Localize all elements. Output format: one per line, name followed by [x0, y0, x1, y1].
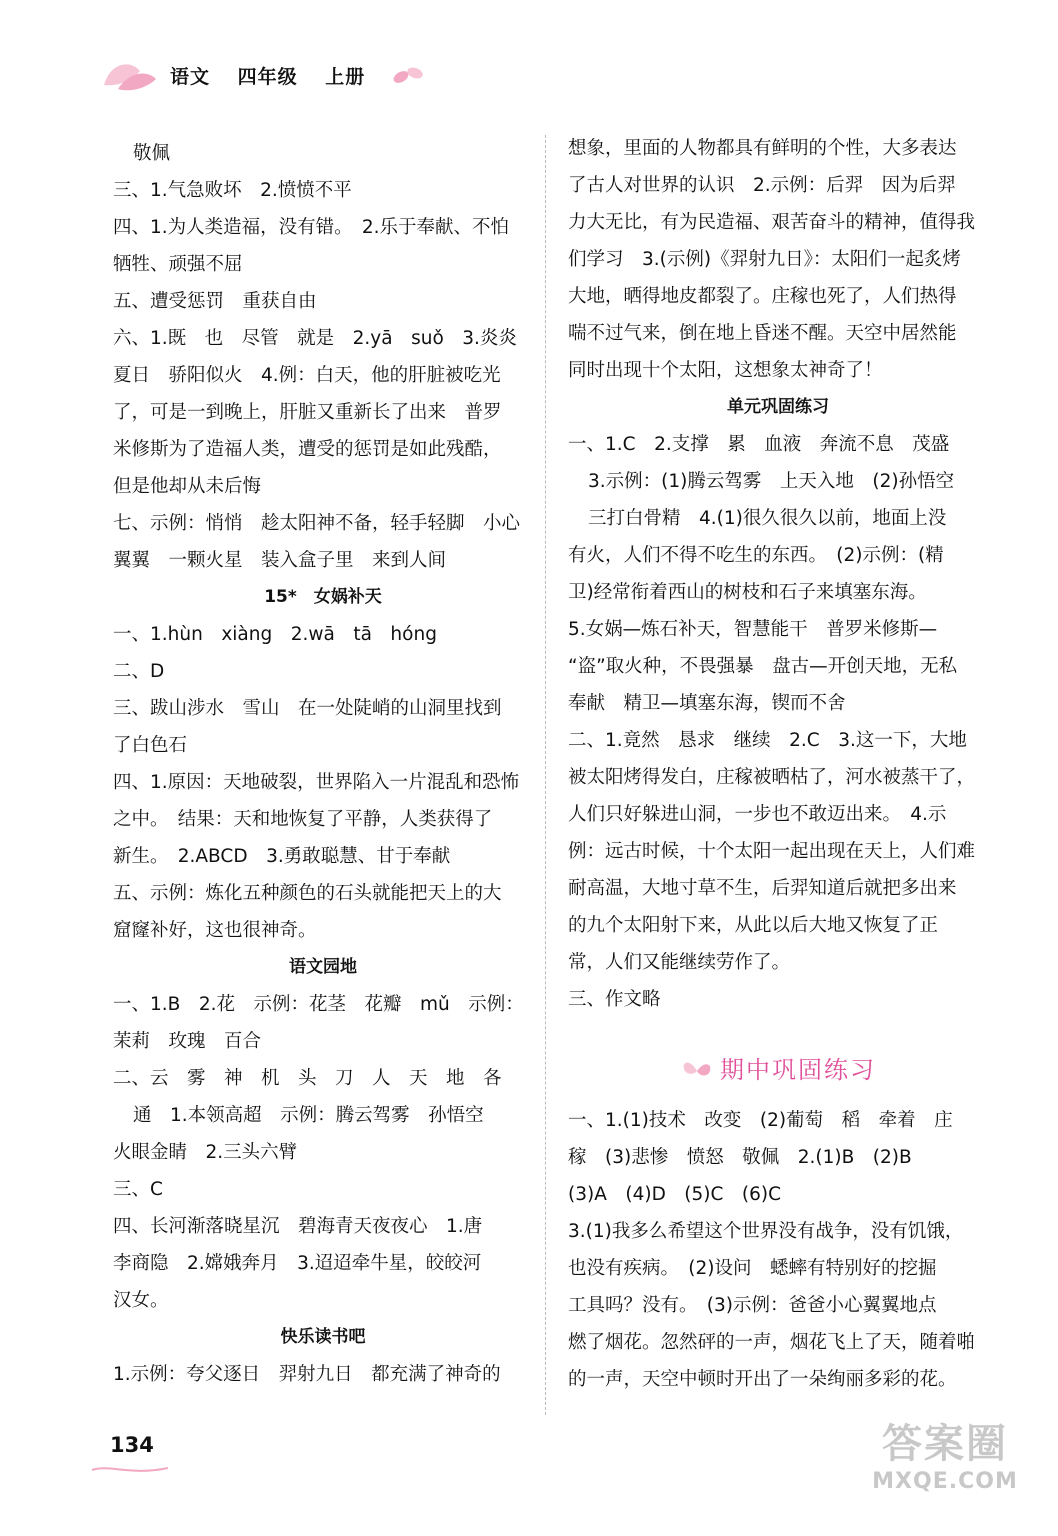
answer-line: 有火，人们不得不吃生的东西。 (2)示例：(精	[568, 545, 944, 566]
answer-line: 也没有疾病。 (2)设问 蟋蟀有特别好的挖掘	[568, 1258, 937, 1279]
answer-line: 奉献 精卫—填塞东海，锲而不舍	[568, 693, 846, 714]
watermark-url: MXQE.COM	[872, 1469, 1018, 1494]
answer-line: 三、1.气急败坏 2.愤愤不平	[113, 180, 352, 201]
answer-line: 之中。 结果：天和地恢复了平静，人类获得了	[113, 809, 493, 830]
answer-line: 1.示例：夸父逐日 羿射九日 都充满了神奇的	[113, 1364, 501, 1385]
answer-line: 力大无比，有为民造福、艰苦奋斗的精神，值得我	[568, 212, 976, 233]
answer-line: 3.示例：(1)腾云驾雾 上天入地 (2)孙悟空	[588, 471, 955, 492]
answer-line: 五、示例：炼化五种颜色的石头就能把天上的大	[113, 883, 502, 904]
answer-line: 一、1.C 2.支撑 累 血液 奔流不息 茂盛	[568, 434, 950, 455]
answer-line: 李商隐 2.嫦娥奔月 3.迢迢牵牛星，皎皎河	[113, 1253, 482, 1274]
column-divider	[545, 135, 546, 1415]
answer-line: 大地，晒得地皮都裂了。庄稼也死了，人们热得	[568, 286, 957, 307]
answer-line: 想象，里面的人物都具有鲜明的个性，大多表达	[568, 138, 957, 159]
answer-line: 三、C	[113, 1179, 163, 1200]
answer-line: 工具吗？没有。 (3)示例：爸爸小心翼翼地点	[568, 1295, 937, 1316]
answer-line: 了，可是一到晚上，肝脏又重新长了出来 普罗	[113, 402, 502, 423]
answer-line: 火眼金睛 2.三头六臂	[113, 1142, 298, 1163]
answer-line: 二、D	[113, 661, 165, 682]
section-heading: 15* 女娲补天	[264, 587, 382, 607]
answer-line: 三打白骨精 4.(1)很久很久以前，地面上没	[588, 508, 947, 529]
answer-line: “盗”取火种，不畏强暴 盘古—开创天地，无私	[568, 656, 958, 677]
answer-line: 窟窿补好，这也很神奇。	[113, 920, 317, 941]
butterfly-icon	[680, 1057, 714, 1083]
answer-line: 喘不过气来，倒在地上昏迷不醒。天空中居然能	[568, 323, 957, 344]
answer-line: 燃了烟花。忽然砰的一声，烟花飞上了天，随着啪	[568, 1332, 976, 1353]
answer-line: 常，人们又能继续劳作了。	[568, 952, 791, 973]
header-volume: 上册	[325, 65, 366, 88]
answer-line: (3)A (4)D (5)C (6)C	[568, 1184, 782, 1205]
right-answers	[568, 130, 988, 1018]
section-heading: 语文园地	[289, 957, 357, 977]
page-header	[100, 55, 429, 95]
page-number: 134	[110, 1433, 154, 1457]
midterm-answers	[568, 1102, 988, 1398]
answer-line: 一、1.hùn xiàng 2.wā tā hóng	[113, 624, 437, 645]
answer-line: 耐高温，大地寸草不生，后羿知道后就把多出来	[568, 878, 957, 899]
answer-line: 二、1.竟然 恳求 继续 2.C 3.这一下，大地	[568, 730, 967, 751]
answer-line: 汉女。	[113, 1290, 169, 1311]
header-subject: 语文	[170, 65, 211, 88]
answer-line: 一、1.B 2.花 示例：花茎 花瓣 mǔ 示例：	[113, 994, 524, 1015]
answer-line: 敬佩	[133, 143, 171, 164]
answer-line: 的九个太阳射下来，从此以后大地又恢复了正	[568, 915, 939, 936]
midterm-section-title	[568, 1042, 988, 1098]
answer-line: 例：远古时候，十个太阳一起出现在天上，人们难	[568, 841, 976, 862]
answer-line: 三、作文略	[568, 989, 661, 1010]
watermark	[860, 1412, 1030, 1522]
header-title	[170, 62, 385, 89]
answer-line: 翼翼 一颗火星 装入盒子里 来到人间	[113, 550, 447, 571]
answer-line: 同时出现十个太阳，这想象太神奇了！	[568, 360, 883, 381]
midterm-title: 期中巩固练习	[720, 1055, 876, 1084]
answer-line: 四、长河渐落晓星沉 碧海青天夜夜心 1.唐	[113, 1216, 483, 1237]
answer-line: 六、1.既 也 尽管 就是 2.yā suǒ 3.炎炎	[113, 328, 517, 349]
answer-line: 茉莉 玫瑰 百合	[113, 1031, 262, 1052]
answer-line: 二、云 雾 神 机 头 刀 人 天 地 各	[113, 1068, 502, 1089]
answer-line: 5.女娲—炼石补天，智慧能干 普罗米修斯—	[568, 619, 938, 640]
answer-line: 卫)经常衔着西山的树枝和石子来填塞东海。	[568, 582, 927, 603]
header-grade: 四年级	[237, 65, 298, 88]
page-number-ornament	[90, 1462, 170, 1476]
section-heading: 快乐读书吧	[280, 1327, 366, 1347]
petal-icon	[100, 55, 160, 95]
answer-line: 通 1.本领高超 示例：腾云驾雾 孙悟空	[133, 1105, 484, 1126]
right-column	[568, 130, 988, 1398]
answer-line: 新生。 2.ABCD 3.勇敢聪慧、甘于奉献	[113, 846, 451, 867]
answer-line: 四、1.原因：天地破裂，世界陷入一片混乱和恐怖	[113, 772, 520, 793]
left-column	[113, 135, 533, 1393]
answer-line: 稼 (3)悲惨 愤怒 敬佩 2.(1)B (2)B	[568, 1147, 912, 1168]
answer-line: 牺牲、顽强不屈	[113, 254, 243, 275]
answer-line: 夏日 骄阳似火 4.例：白天，他的肝脏被吃光	[113, 365, 501, 386]
watermark-logo: 答案圈	[882, 1421, 1008, 1467]
section-heading: 单元巩固练习	[727, 397, 829, 417]
answer-line: 们学习 3.(示例)《羿射九日》：太阳们一起炙烤	[568, 249, 961, 270]
answer-line: 的一声，天空中顿时开出了一朵绚丽多彩的花。	[568, 1369, 957, 1390]
answer-line: 但是他却从未后悔	[113, 476, 262, 497]
answer-line: 人们只好躲进山洞，一步也不敢迈出来。 4.示	[568, 804, 947, 825]
answer-line: 了白色石	[113, 735, 188, 756]
answer-line: 3.(1)我多么希望这个世界没有战争，没有饥饿，	[568, 1221, 964, 1242]
answer-line: 七、示例：悄悄 趁太阳神不备，轻手轻脚 小心	[113, 513, 521, 534]
answer-line: 米修斯为了造福人类，遭受的惩罚是如此残酷，	[113, 439, 502, 460]
answer-line: 四、1.为人类造福，没有错。 2.乐于奉献、不怕	[113, 217, 510, 238]
answer-line: 五、遭受惩罚 重获自由	[113, 291, 317, 312]
answer-line: 被太阳烤得发白，庄稼被晒枯了，河水被蒸干了，	[568, 767, 976, 788]
flower-icon	[389, 63, 429, 87]
answer-line: 一、1.(1)技术 改变 (2)葡萄 稻 牵着 庄	[568, 1110, 953, 1131]
answer-line: 三、跋山涉水 雪山 在一处陡峭的山洞里找到	[113, 698, 502, 719]
answer-line: 了古人对世界的认识 2.示例：后羿 因为后羿	[568, 175, 956, 196]
